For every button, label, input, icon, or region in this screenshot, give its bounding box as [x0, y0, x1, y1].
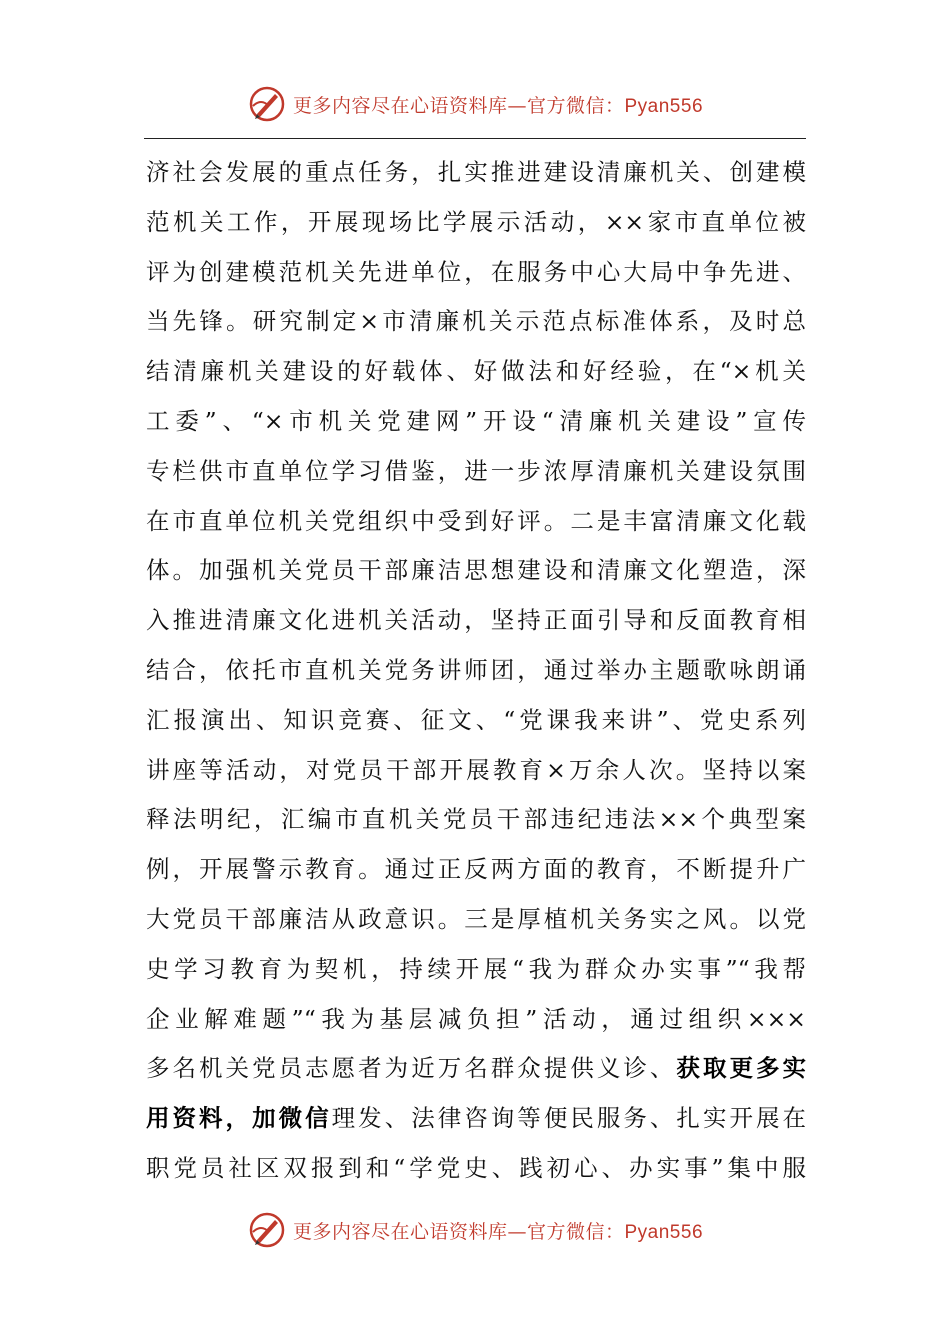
text-line: 体。加强机关党员干部廉洁思想建设和清廉文化塑造，深 — [146, 556, 806, 585]
header-official: 官方微信： — [526, 94, 625, 117]
text-segment: 多名机关党员志愿者为近万名群众提供义诊、 — [146, 1054, 677, 1083]
text-line: 评为创建模范机关先进单位，在服务中心大局中争先进、 — [146, 257, 806, 286]
text-line — [146, 1094, 806, 1144]
text-line: 讲座等活动，对党员干部开展教育×万余人次。坚持以案 — [146, 755, 806, 784]
text-line: 大党员干部廉洁从政意识。三是厚植机关务实之风。以党 — [146, 904, 806, 933]
header-brand: 更多内容尽在心语资料库 — [292, 94, 508, 117]
text-line: 史学习教育为契机，持续开展“我为群众办实事”“我帮 — [146, 954, 806, 983]
inline-ad-text: 获取更多实 — [676, 1055, 806, 1082]
header-rule — [144, 138, 806, 139]
text-line: 工委”、“×市机关党建网”开设“清廉机关建设”宣传 — [146, 406, 806, 435]
text-line: 汇报演出、知识竞赛、征文、“党课我来讲”、党史系列 — [146, 705, 806, 734]
text-line: 当先锋。研究制定×市清廉机关示范点标准体系，及时总 — [146, 307, 806, 336]
footer-handle: Pyan556 — [624, 1221, 704, 1243]
text-line: 专栏供市直单位学习借鉴，进一步浓厚清廉机关建设氛围 — [146, 456, 806, 485]
text-line: 在市直单位机关党组织中受到好评。二是丰富清廉文化载 — [146, 506, 806, 535]
footer-banner — [0, 1208, 950, 1252]
footer-official: 官方微信： — [526, 1220, 625, 1243]
footer-brand: 更多内容尽在心语资料库 — [292, 1220, 508, 1243]
header-dash: — — [507, 94, 527, 117]
body-text — [146, 148, 806, 1194]
text-line: 入推进清廉文化进机关活动，坚持正面引导和反面教育相 — [146, 606, 806, 635]
pen-logo-icon — [247, 1210, 287, 1250]
text-line: 职党员社区双报到和“学党史、践初心、办实事”集中服 — [146, 1153, 806, 1182]
text-line: 释法明纪，汇编市直机关党员干部违纪违法××个典型案 — [146, 805, 806, 834]
text-line: 济社会发展的重点任务，扎实推进建设清廉机关、创建模 — [146, 158, 806, 186]
header-handle: Pyan556 — [624, 95, 704, 117]
pen-logo-icon — [247, 84, 287, 124]
inline-ad-text: 用资料，加微信 — [146, 1105, 332, 1132]
text-line: 范机关工作，开展现场比学展示活动，××家市直单位被 — [146, 207, 806, 236]
footer-dash: — — [507, 1220, 527, 1243]
text-segment: 理发、法律咨询等便民服务、扎实开展在 — [331, 1104, 806, 1133]
text-line — [146, 1044, 806, 1094]
text-line: 结清廉机关建设的好载体、好做法和好经验，在“×机关 — [146, 357, 806, 386]
text-line: 例，开展警示教育。通过正反两方面的教育，不断提升广 — [146, 855, 806, 884]
text-line: 企业解难题”“我为基层减负担”活动，通过组织××× — [146, 1004, 806, 1033]
header-banner — [0, 82, 950, 126]
text-line: 结合，依托市直机关党务讲师团，通过举办主题歌咏朗诵 — [146, 655, 806, 684]
